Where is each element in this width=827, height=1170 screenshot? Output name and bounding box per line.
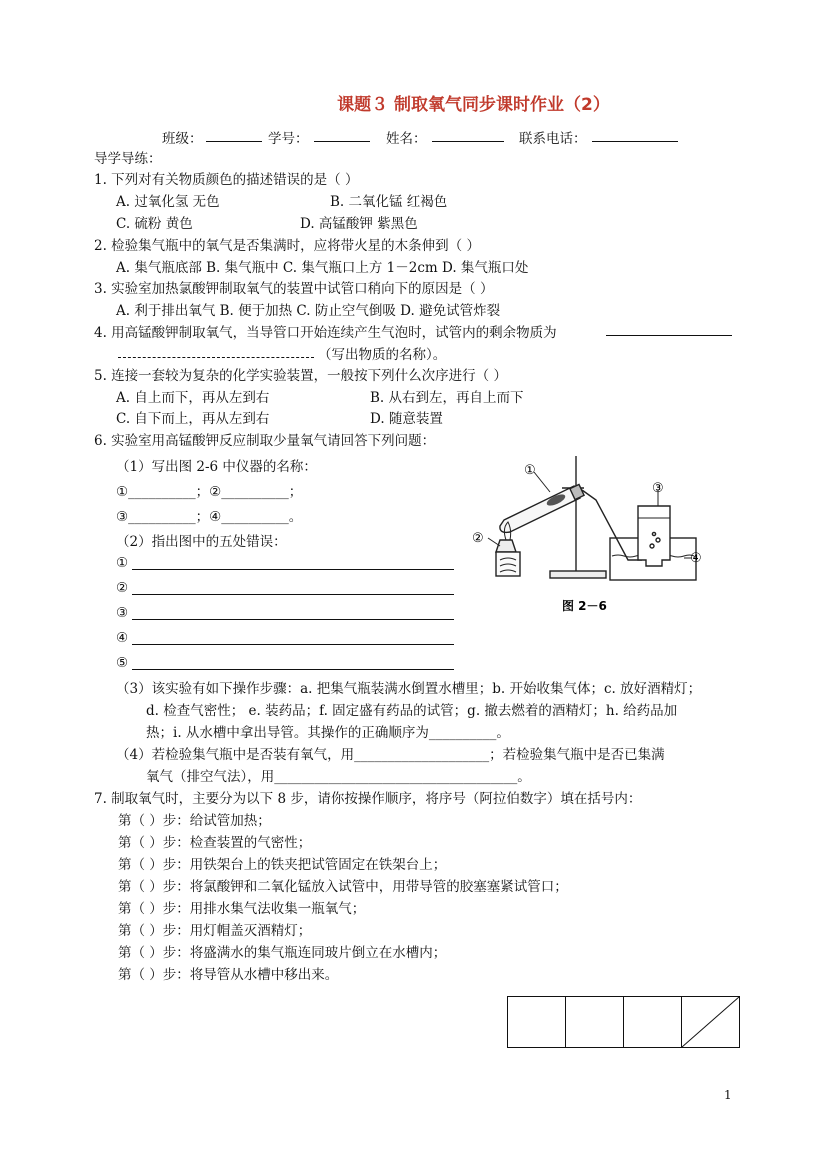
figure-caption: 图 2－6 <box>562 599 607 613</box>
q6-part2: （2）指出图中的五处错误： <box>116 534 287 550</box>
q7-step: 第（ ）步：用铁架台上的铁夹把试管固定在铁架台上； <box>118 857 447 873</box>
q6-part4-line2: 氧气（排空气法），用____________________________________。 <box>146 769 531 785</box>
grade-table <box>507 996 740 1048</box>
apparatus-figure <box>466 448 716 618</box>
section-heading: 导学导练： <box>94 151 162 167</box>
q2-options: A. 集气瓶底部 B. 集气瓶中 C. 集气瓶口上方 1－2cm D. 集气瓶口处 <box>116 260 529 276</box>
q7-step: 第（ ）步：用灯帽盖灭酒精灯； <box>118 923 312 939</box>
q1-option-a: A. 过氧化氢 无色 <box>116 194 220 210</box>
grade-cell[interactable] <box>566 997 624 1048</box>
q6-part1: （1）写出图 2-6 中仪器的名称： <box>116 459 317 475</box>
q7-step: 第（ ）步：将氯酸钾和二氧化锰放入试管中，用带导管的胶塞塞紧试管口； <box>118 879 568 895</box>
q1-option-d: D. 高锰酸钾 紫黑色 <box>300 216 418 232</box>
q5-stem: 5. 连接一套较为复杂的化学实验装置，一般按下列什么次序进行（ ） <box>94 368 507 384</box>
q1-option-b: B. 二氧化锰 红褐色 <box>330 194 448 210</box>
name-blank[interactable] <box>432 141 504 142</box>
q6-instrument-blanks-2[interactable]: ③__________；④__________。 <box>116 509 303 525</box>
q6-error-2-blank[interactable] <box>132 594 454 595</box>
q1-option-c: C. 硫粉 黄色 <box>116 216 193 232</box>
q4-blank-1[interactable] <box>606 335 732 336</box>
q6-error-3-blank[interactable] <box>132 619 454 620</box>
figure-label-2: ② <box>472 531 484 546</box>
class-label: 班级： <box>162 131 203 147</box>
q7-step: 第（ ）步：将盛满水的集气瓶连同玻片倒立在水槽内； <box>118 945 447 961</box>
q6-error-3-label: ③ <box>116 605 129 621</box>
q3-stem: 3. 实验室加热氯酸钾制取氧气的装置中试管口稍向下的原因是（ ） <box>94 281 494 297</box>
q7-step: 第（ ）步：给试管加热； <box>118 813 271 829</box>
phone-label: 联系电话： <box>519 131 587 147</box>
q5-option-b: B. 从右到左，再自上而下 <box>370 390 524 406</box>
q7-step: 第（ ）步：检查装置的气密性； <box>118 835 312 851</box>
q5-option-a: A. 自上而下，再从左到右 <box>116 390 270 406</box>
q4-blank-2[interactable] <box>118 357 314 358</box>
student-id-blank[interactable] <box>314 141 370 142</box>
grade-cell[interactable] <box>624 997 682 1048</box>
class-blank[interactable] <box>206 141 262 142</box>
q5-option-c: C. 自下而上，再从左到右 <box>116 411 270 427</box>
q6-part3-line1: （3）该实验有如下操作步骤：a. 把集气瓶装满水倒置水槽里；b. 开始收集气体；c. 放好酒精灯； <box>116 681 702 697</box>
q4-tail: （写出物质的名称）。 <box>318 347 447 363</box>
figure-label-1: ① <box>524 463 536 478</box>
q6-part3-line3: 热；i. 从水槽中拿出导管。其操作的正确顺序为__________。 <box>146 725 510 741</box>
q6-error-5-blank[interactable] <box>132 669 454 670</box>
student-id-label: 学号： <box>268 131 309 147</box>
q6-error-4-label: ④ <box>116 630 129 646</box>
figure-label-4: ④ <box>690 551 702 566</box>
grade-cell-diagonal <box>682 997 740 1048</box>
q6-error-2-label: ② <box>116 580 129 596</box>
page-number: 1 <box>724 1088 732 1102</box>
q3-options: A. 利于排出氧气 B. 便于加热 C. 防止空气倒吸 D. 避免试管炸裂 <box>116 303 501 319</box>
q7-step: 第（ ）步：将导管从水槽中移出来。 <box>118 967 339 983</box>
q7-step: 第（ ）步：用排水集气法收集一瓶氧气； <box>118 901 366 917</box>
name-label: 姓名： <box>386 131 427 147</box>
q4-stem: 4. 用高锰酸钾制取氧气，当导管口开始连续产生气泡时，试管内的剩余物质为 <box>94 325 557 341</box>
q2-stem: 2. 检验集气瓶中的氧气是否集满时，应将带火星的木条伸到（ ） <box>94 238 480 254</box>
figure-label-3: ③ <box>652 481 664 496</box>
q6-error-1-blank[interactable] <box>132 569 454 570</box>
q5-option-d: D. 随意装置 <box>370 411 443 427</box>
q6-part4-line1: （4）若检验集气瓶中是否装有氧气，用____________________；若检验集气瓶中是否已集满 <box>116 747 665 763</box>
q1-stem: 1. 下列对有关物质颜色的描述错误的是（ ） <box>94 172 359 188</box>
q6-error-4-blank[interactable] <box>132 644 454 645</box>
q6-instrument-blanks-1[interactable]: ①__________；②__________； <box>116 484 303 500</box>
q6-error-5-label: ⑤ <box>116 655 129 671</box>
q6-stem: 6. 实验室用高锰酸钾反应制取少量氧气请回答下列问题： <box>94 433 436 449</box>
q6-error-1-label: ① <box>116 555 129 571</box>
grade-cell[interactable] <box>508 997 566 1048</box>
q7-stem: 7. 制取氧气时，主要分为以下 8 步，请你按操作顺序，将序号（阿拉伯数字）填在括号内： <box>94 791 642 807</box>
page-title: 课题３ 制取氧气同步课时作业（2） <box>337 95 610 115</box>
phone-blank[interactable] <box>592 141 678 142</box>
q6-part3-line2: d. 检查气密性； e. 装药品；f. 固定盛有药品的试管；g. 撤去燃着的酒精灯；h. 给药品加 <box>146 703 678 719</box>
